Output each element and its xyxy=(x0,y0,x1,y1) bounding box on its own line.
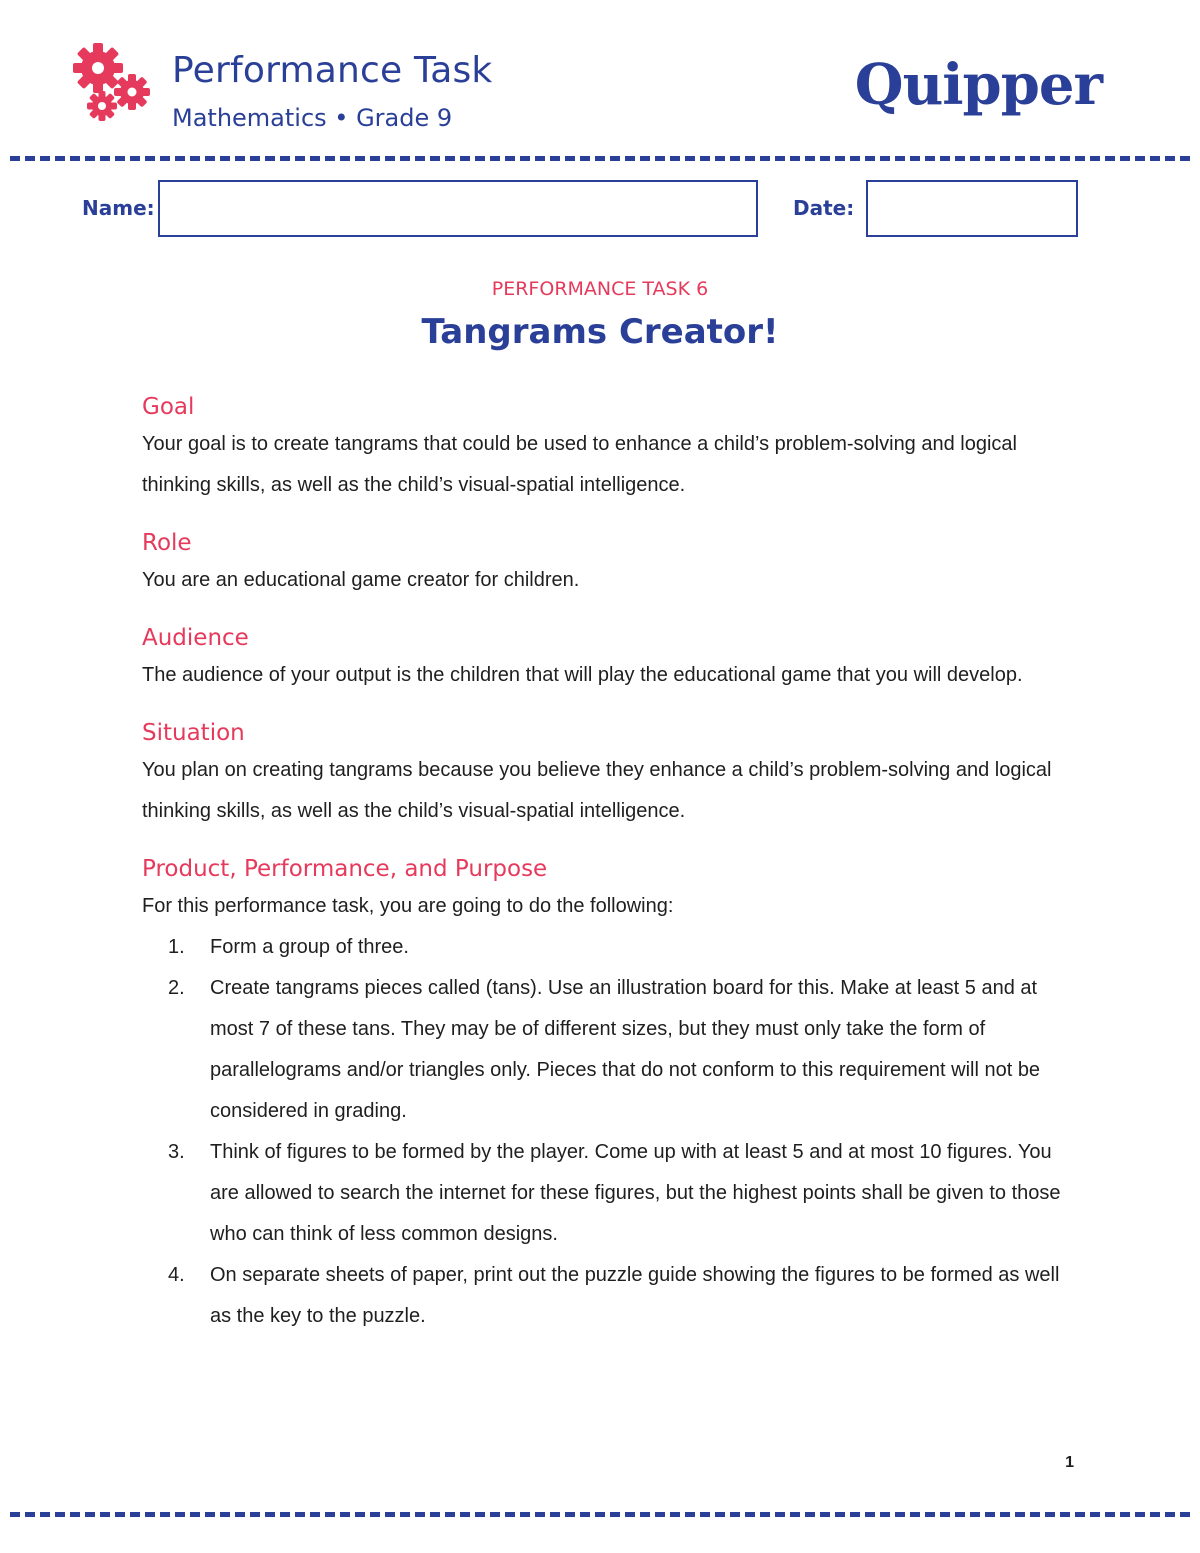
step-text: Think of figures to be formed by the player. Come up with at least 5 and at most 10 figures. You are allowed to search the internet for these figures, but the highest points shall be given to those who can think of less common designs. xyxy=(210,1141,1061,1245)
step-number: 1. xyxy=(168,936,185,958)
section-role xyxy=(142,526,1072,601)
bottom-divider xyxy=(10,1512,1190,1517)
step-number: 4. xyxy=(168,1264,185,1286)
goal-text: Your goal is to create tangrams that could be used to enhance a child’s problem-solving and logical thinking skills, as well as the child’s visual-spatial intelligence. xyxy=(142,433,1017,496)
product-intro: For this performance task, you are going to do the following: xyxy=(142,895,674,917)
date-field[interactable] xyxy=(866,180,1078,237)
section-situation xyxy=(142,716,1072,832)
brand-logo: Quipper xyxy=(854,52,1102,118)
date-label: Date: xyxy=(793,196,855,220)
list-item xyxy=(142,1255,1072,1337)
audience-heading: Audience xyxy=(142,625,249,651)
steps-list xyxy=(142,927,1072,1337)
task-kicker: PERFORMANCE TASK 6 xyxy=(491,278,709,300)
page-number: 1 xyxy=(1065,1454,1074,1471)
list-item xyxy=(142,968,1072,1132)
situation-text: You plan on creating tangrams because you believe they enhance a child’s problem-solving and logical thinking skills, as well as the child’s visual-spatial intelligence. xyxy=(142,759,1052,822)
product-heading: Product, Performance, and Purpose xyxy=(142,856,548,882)
name-field[interactable] xyxy=(158,180,758,237)
section-goal xyxy=(142,390,1072,506)
task-content xyxy=(142,390,1072,1357)
top-divider xyxy=(10,156,1190,161)
step-text: Create tangrams pieces called (tans). Use an illustration board for this. Make at least 5 and at most 7 of these tans. They may be of different sizes, but they must only take the form of parallelograms and/or triangles only. Pieces that do not conform to this requirement will not be considered in grading. xyxy=(210,977,1041,1122)
gears-icon xyxy=(68,40,158,126)
audience-text: The audience of your output is the children that will play the educational game that you will develop. xyxy=(142,664,1023,686)
header-subtitle: Mathematics • Grade 9 xyxy=(172,104,453,132)
section-audience xyxy=(142,621,1072,696)
list-item xyxy=(142,927,1072,968)
role-heading: Role xyxy=(142,530,192,556)
situation-heading: Situation xyxy=(142,720,245,746)
goal-heading: Goal xyxy=(142,394,195,420)
step-number: 3. xyxy=(168,1141,185,1163)
section-product xyxy=(142,852,1072,1337)
step-number: 2. xyxy=(168,977,185,999)
name-label: Name: xyxy=(82,196,155,220)
task-title: Tangrams Creator! xyxy=(421,312,779,352)
header-title: Performance Task xyxy=(172,50,493,91)
step-text: Form a group of three. xyxy=(210,936,409,958)
list-item xyxy=(142,1132,1072,1255)
step-text: On separate sheets of paper, print out the puzzle guide showing the figures to be formed as well as the key to the puzzle. xyxy=(210,1264,1060,1327)
role-text: You are an educational game creator for children. xyxy=(142,569,580,591)
